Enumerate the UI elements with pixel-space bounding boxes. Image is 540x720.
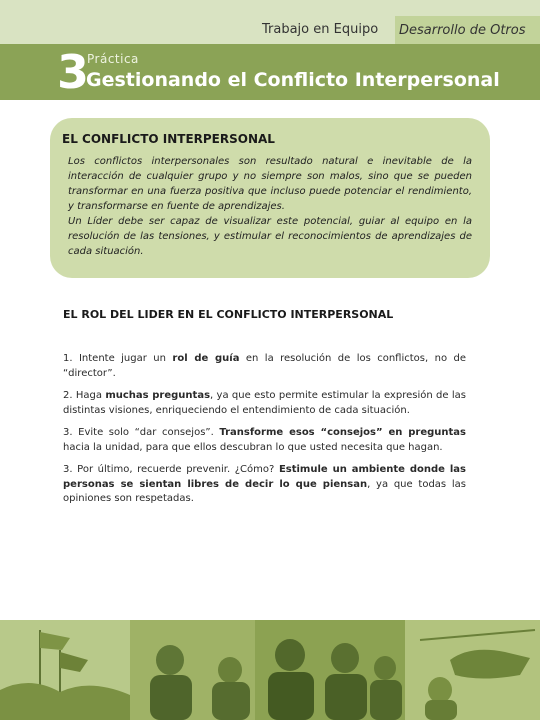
practice-kicker: Práctica bbox=[87, 52, 139, 66]
leader-role-heading: EL ROL DEL LIDER EN EL CONFLICTO INTERPERSONAL bbox=[63, 308, 394, 321]
top-bar bbox=[0, 0, 540, 44]
list-item: 1. Intente jugar un rol de guía en la resolución de los conflictos, no de “director”. bbox=[63, 353, 466, 379]
footer-photo-collage bbox=[0, 620, 540, 720]
chapter-tab: Desarrollo de Otros bbox=[395, 16, 540, 44]
list-item: 2. Haga muchas preguntas, ya que esto permite estimular la expresión de las distintas visiones, enriqueciendo el entendimiento de cada situación. bbox=[63, 390, 466, 416]
title-band bbox=[0, 44, 540, 100]
list-item: 3. Evite solo “dar consejos”. Transforme esos “consejos” en preguntas hacia la unidad, para que ellos descubran lo que usted necesita que hagan. bbox=[63, 427, 467, 453]
section-label: Trabajo en Equipo bbox=[262, 22, 379, 37]
leader-role-list bbox=[63, 352, 466, 515]
intro-paragraph-2: Un Líder debe ser capaz de visualizar este potencial, guiar al equipo en la resolución de las tensiones, y estimular el reconocimientos de aprendizajes de cada situación. bbox=[68, 216, 472, 257]
intro-paragraph-1: Los conflictos interpersonales son resultado natural e inevitable de la interacción de cualquier grupo y no siempre son malos, sino que se pueden transformar en una fuerza positiva que incluso puede potenciar el rendimiento, y transformarse en fuente de aprendizajes. bbox=[68, 156, 472, 212]
intro-box bbox=[50, 118, 490, 278]
practice-number: 3 bbox=[57, 45, 90, 99]
list-item: 3. Por último, recuerde prevenir. ¿Cómo? Estimule un ambiente donde las personas se sientan libres de decir lo que piensan, ya que todas las opiniones son respetadas. bbox=[63, 464, 466, 504]
page-title: Gestionando el Conflicto Interpersonal bbox=[86, 69, 500, 91]
intro-heading: EL CONFLICTO INTERPERSONAL bbox=[62, 132, 275, 146]
photo-collage-illustration bbox=[0, 620, 540, 720]
